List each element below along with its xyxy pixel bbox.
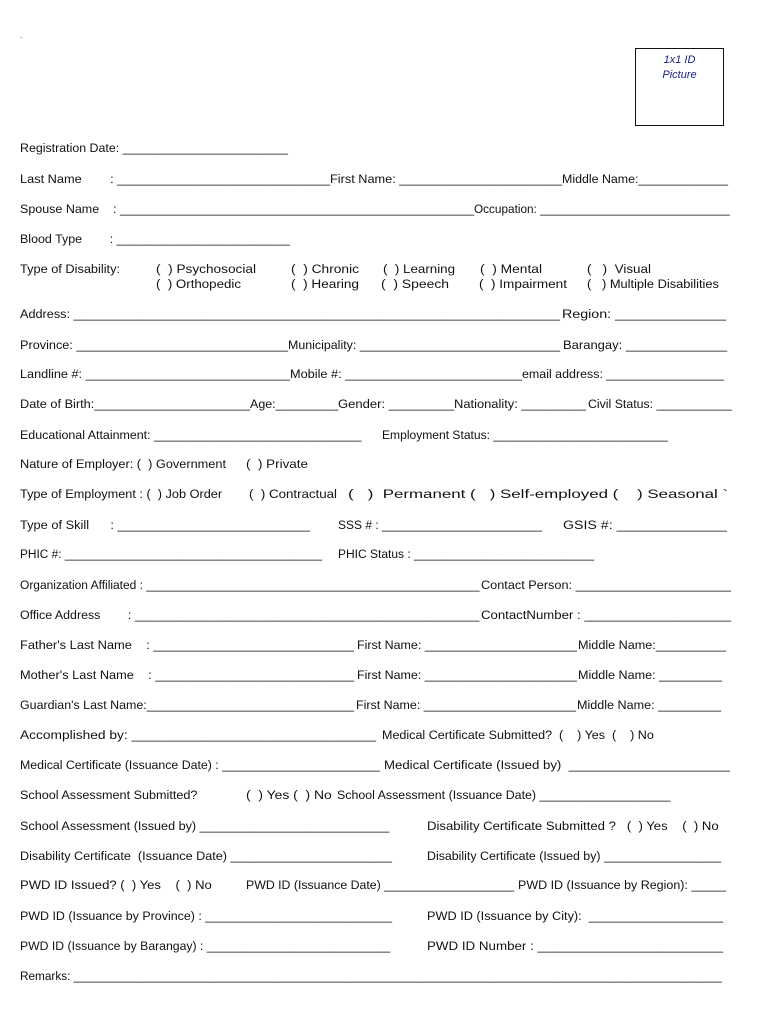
id-picture-box[interactable] [635, 48, 724, 126]
field-school_issued-0[interactable]: School Assessment (Issued by) ___________________________ [20, 819, 390, 833]
field-blood-0[interactable]: Blood Type : _________________________ [20, 232, 290, 246]
field-name-1[interactable]: First Name: _______________________ [330, 172, 563, 186]
field-pwd_id-0[interactable]: PWD ID Issued? ( ) Yes ( ) No [20, 878, 212, 892]
field-province-1[interactable]: Municipality: _____________________________ [288, 338, 561, 352]
field-disability1-5[interactable]: ( ) Visual [587, 262, 652, 276]
field-birth-3[interactable]: Nationality: _________ [454, 397, 586, 411]
field-organization-1[interactable]: Contact Person: ______________________ [481, 578, 732, 592]
field-birth-2[interactable]: Gender: _________ [338, 397, 454, 411]
field-pwd_province-1[interactable]: PWD ID (Issuance by City): ___________________ [427, 909, 724, 923]
field-employer-1[interactable]: ( ) Private [246, 457, 309, 471]
field-pwd_id-1[interactable]: PWD ID (Issuance Date) ___________________ [246, 878, 515, 892]
field-contact-1[interactable]: Mobile #: _________________________ [290, 367, 523, 381]
field-skill-2[interactable]: GSIS #: ______________ [563, 518, 727, 532]
corner-mark: . [20, 30, 23, 40]
field-education-0[interactable]: Educational Attainment: ______________________________ [20, 428, 362, 442]
field-father-1[interactable]: First Name: ______________________ [357, 638, 577, 652]
field-mother-2[interactable]: Middle Name: _________ [578, 668, 723, 682]
field-mother-1[interactable]: First Name: ______________________ [357, 668, 577, 682]
field-mother-0[interactable]: Mother's Last Name : ____________________________ [20, 668, 355, 682]
field-office-0[interactable]: Office Address : __________________________________________________ [20, 608, 480, 622]
field-registration-0[interactable]: Registration Date: ________________________ [20, 141, 289, 155]
id-picture-caption: Picture [662, 69, 697, 81]
field-accomplished-1[interactable]: Medical Certificate Submitted? ( ) Yes ( ) No [382, 728, 654, 742]
field-education-1[interactable]: Employment Status: __________________________ [382, 428, 668, 442]
field-birth-0[interactable]: Date of Birth:______________________ [20, 397, 250, 411]
field-phic-1[interactable]: PHIC Status : ___________________________ [338, 547, 595, 561]
field-spouse-0[interactable]: Spouse Name : ___________________________________________________ [20, 202, 475, 216]
field-guardian-2[interactable]: Middle Name: _________ [577, 698, 722, 712]
field-disability1-3[interactable]: ( ) Learning [383, 262, 456, 276]
field-school-1[interactable]: ( ) Yes ( ) No [246, 788, 332, 802]
field-disability2-2[interactable]: ( ) Speech [381, 277, 450, 291]
field-medical-1[interactable]: Medical Certificate (Issued by) ______________________ [384, 758, 730, 772]
field-disability2-0[interactable]: ( ) Orthopedic [156, 277, 241, 291]
field-employment-1[interactable]: ( ) Contractual [249, 487, 338, 501]
field-school_issued-1[interactable]: Disability Certificate Submitted ? ( ) Yes ( ) No [427, 819, 719, 833]
field-disability1-0: Type of Disability: [20, 262, 121, 276]
field-father-0[interactable]: Father's Last Name : ____________________________ [20, 638, 354, 652]
field-school-0: School Assessment Submitted? [20, 788, 198, 802]
field-birth-4[interactable]: Civil Status: ___________ [588, 397, 732, 411]
field-pwd_barangay-0[interactable]: PWD ID (Issuance by Barangay) : ___________________________ [20, 939, 391, 953]
field-contact-0[interactable]: Landline #: _____________________________ [20, 367, 290, 381]
field-address-1[interactable]: Region: ______________ [562, 307, 727, 321]
field-employment-2[interactable]: ( ) Permanent ( ) Self-employed ( ) Seasonal ` [348, 487, 729, 501]
field-name-2[interactable]: Middle Name:_____________ [562, 172, 729, 186]
field-disability1-2[interactable]: ( ) Chronic [291, 262, 360, 276]
field-skill-0[interactable]: Type of Skill : ___________________________ [20, 518, 310, 532]
field-birth-1[interactable]: Age:_________ [250, 397, 339, 411]
field-remarks-0[interactable]: Remarks: ___________________________________________________________________________________________________ [20, 969, 722, 983]
field-disability2-4[interactable]: ( ) Multiple Disabilities [587, 277, 719, 291]
field-office-1[interactable]: ContactNumber : ____________________ [481, 608, 731, 622]
field-disability1-1[interactable]: ( ) Psychosocial [156, 262, 256, 276]
field-province-2[interactable]: Barangay: ______________ [563, 338, 728, 352]
field-guardian-1[interactable]: First Name: ______________________ [356, 698, 576, 712]
field-disability_cert-1[interactable]: Disability Certificate (Issued by) _________________ [427, 849, 722, 863]
field-medical-0[interactable]: Medical Certificate (Issuance Date) : _______________________ [20, 758, 380, 772]
field-province-0[interactable]: Province: ______________________________ [20, 338, 289, 352]
field-disability2-1[interactable]: ( ) Hearing [291, 277, 359, 291]
field-organization-0[interactable]: Organization Affiliated : __________________________________________________ [20, 578, 480, 592]
field-employer-0[interactable]: Nature of Employer: ( ) Government [20, 457, 227, 471]
field-address-0[interactable]: Address: _____________________________________________________________________ [20, 307, 560, 321]
field-contact-2[interactable]: email address: _________________ [522, 367, 724, 381]
field-disability1-4[interactable]: ( ) Mental [480, 262, 543, 276]
field-pwd_barangay-1[interactable]: PWD ID Number : _________________________ [427, 939, 724, 953]
field-disability_cert-0[interactable]: Disability Certificate (Issuance Date) _______________________ [20, 849, 393, 863]
field-guardian-0[interactable]: Guardian's Last Name:______________________________ [20, 698, 355, 712]
field-disability2-3[interactable]: ( ) Impairment [479, 277, 567, 291]
field-employment-0[interactable]: Type of Employment : ( ) Job Order [20, 487, 223, 501]
field-school-2[interactable]: School Assessment (Issuance Date) ___________________ [337, 788, 671, 802]
field-skill-1[interactable]: SSS # : ________________________ [338, 518, 543, 532]
field-phic-0[interactable]: PHIC #: _______________________________________ [20, 547, 323, 561]
field-accomplished-0[interactable]: Accomplished by: ________________________________ [20, 728, 377, 742]
field-spouse-1[interactable]: Occupation: _____________________________ [474, 202, 730, 216]
field-pwd_province-0[interactable]: PWD ID (Issuance by Province) : ___________________________ [20, 909, 393, 923]
field-father-2[interactable]: Middle Name:__________ [578, 638, 726, 652]
field-pwd_id-2[interactable]: PWD ID (Issuance by Region): _____ [518, 878, 727, 892]
field-name-0[interactable]: Last Name : ______________________________ [20, 172, 331, 186]
id-picture-label: 1x1 ID [663, 54, 696, 66]
